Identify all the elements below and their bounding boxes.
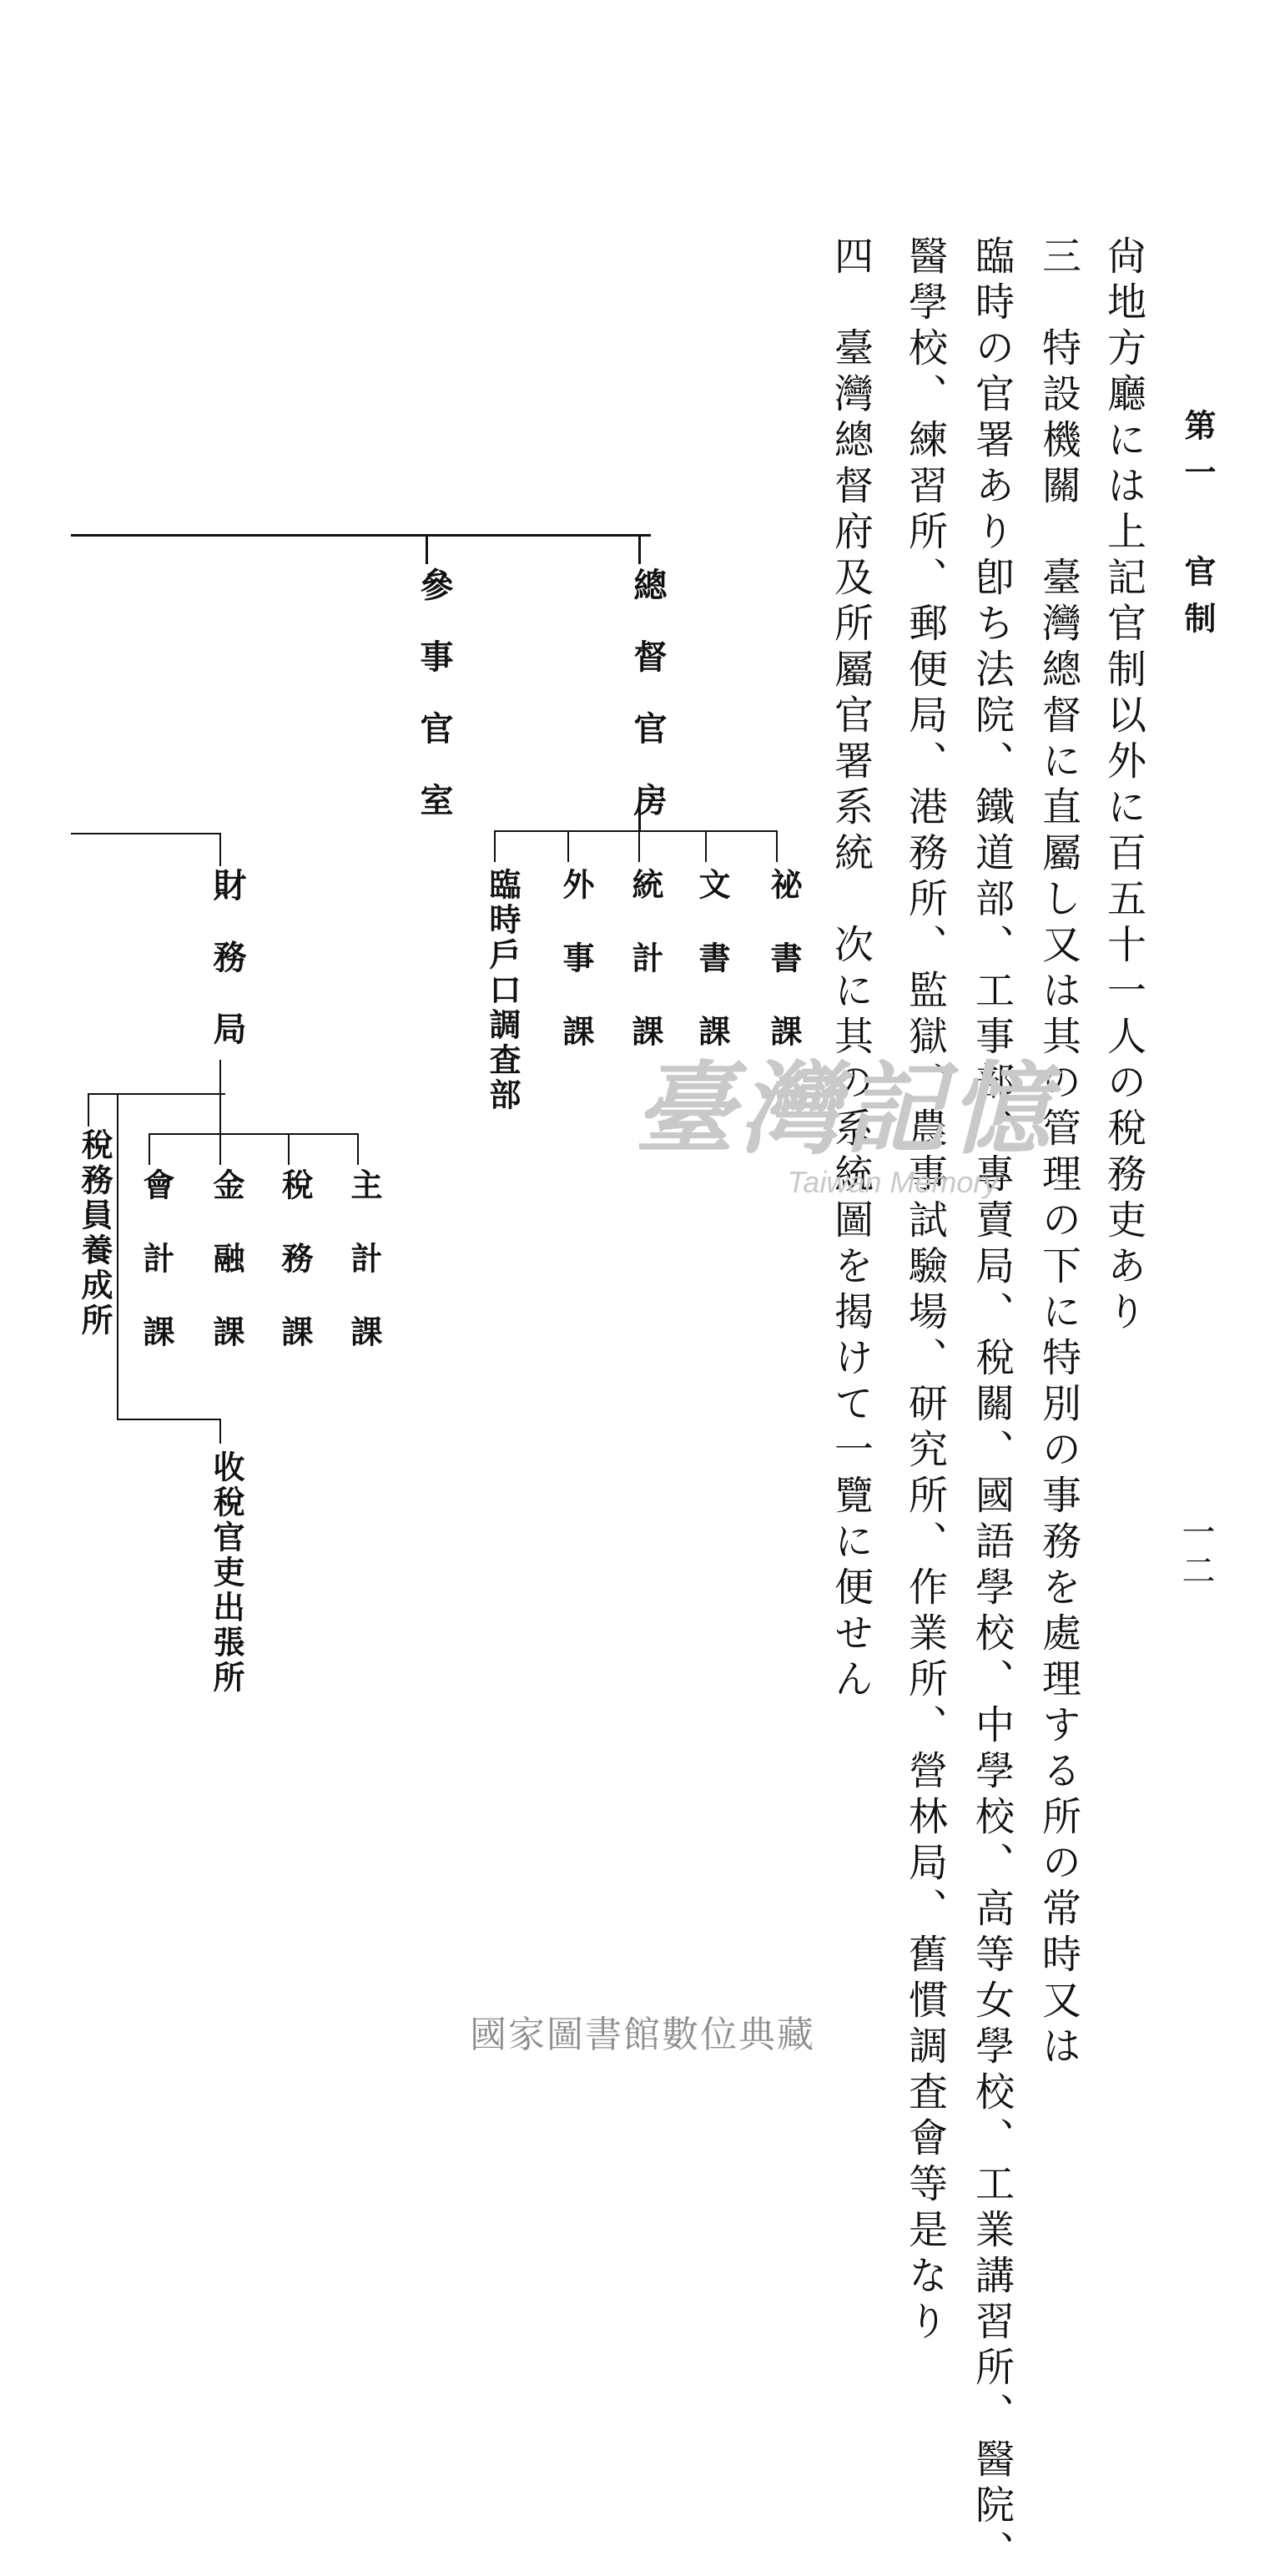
text-column-5: 四 臺灣總督府及所屬官署系統 次に其の系統圖を揭けて一覽に便せん [828,235,874,1704]
bunsho-ka-label: 文書課 [693,868,731,1088]
text-column-2: 三 特設機關 臺灣總督に直屬し又は其の管理の下に特別の事務を處理する所の常時又は [1036,235,1081,2071]
gaiji-ka-label: 外事課 [557,868,595,1088]
shuzeikan-label: 收稅官吏出張所 [208,1450,245,1696]
zeimu-ka-label: 稅務課 [276,1168,314,1389]
zeimu-yosei-label: 稅務員養成所 [76,1128,113,1338]
tick-yosei [88,1093,89,1127]
tick-kaikei [149,1133,150,1165]
zaimu-down-line [88,1093,225,1095]
text-column-1: 尙地方廳には上記官制以外に百五十一人の稅務吏あり [1101,235,1146,1337]
trunk-line-top [71,534,651,537]
tick-shuzei [219,1419,221,1444]
rinji-koko-label: 臨時戶口調査部 [484,868,522,1113]
tick-rinji [494,830,496,862]
chapter-header: 第一 官制 [1179,409,1217,648]
text-column-3: 臨時の官署あり卽ち法院、鐵道部、工事部、專賣局、稅關、國語學校、中學校、高等女學校、工業講習所、醫院、 [969,235,1015,2576]
tokei-ka-label: 統計課 [627,868,664,1088]
branch-sotoku [638,534,641,564]
tick-zeimu [288,1133,290,1165]
tick-hisho [776,830,778,862]
watermark-cn: 臺灣記憶 [634,1051,1055,1168]
footer-collection-label: 國家圖書館數位典藏 [470,2014,815,2056]
tick-gaiji [567,830,569,862]
text-column-4: 醫學校、練習所、郵便局、港務所、監獄、農事試驗場、研究所、作業所、營林局、舊慣調査會等是なり [902,235,948,2347]
tick-kinyu [219,1133,221,1165]
branch-sanji [426,534,428,564]
zaimu-units-stem [219,1095,221,1133]
zaimu-kyoku-label: 財務局 [208,868,247,1083]
zaimu-stem [219,833,221,866]
shuzei-line [117,1419,221,1420]
tick-bunsho [705,830,707,862]
zaimu-line [71,833,221,834]
kaikei-ka-label: 會計課 [138,1168,175,1389]
sotoku-kanbo-label: 總督官房 [628,567,668,854]
kinyu-ka-label: 金融課 [208,1168,245,1389]
sanji-kanshitsu-label: 參事官室 [415,567,454,854]
hisho-ka-label: 祕書課 [765,868,803,1088]
watermark-en: Taiwan Memory [787,1165,999,1199]
zaimu-units-line [149,1133,359,1135]
shukei-ka-label: 主計課 [345,1168,383,1389]
page-number: 一二 [1177,1515,1215,1591]
tick-shukei [357,1133,359,1165]
